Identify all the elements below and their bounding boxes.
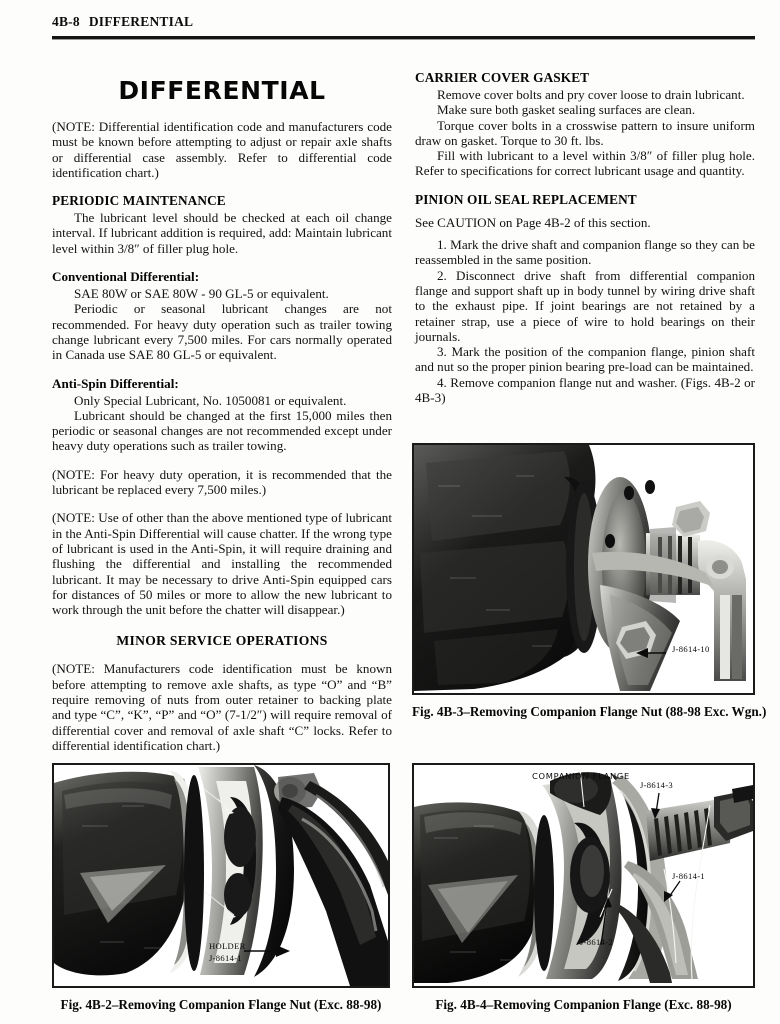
section-title: DIFFERENTIAL xyxy=(88,14,194,29)
pinion-caution-line: See CAUTION on Page 4B-2 of this section. xyxy=(415,214,651,230)
header-rule xyxy=(52,36,755,39)
running-head xyxy=(52,14,193,30)
note-intro: (NOTE: Differential identification code and manufacturers code must be known before attempting to adjust or repair axle shafts or differential case assembly. Refer to differential code identification chart.) xyxy=(52,119,392,180)
heading-minor-service-operations: MINOR SERVICE OPERATIONS xyxy=(116,633,328,649)
periodic-maintenance-body: The lubricant level should be checked at each oil change interval. If lubricant addition is required, add: Maintain lubricant level within 3/8″ of filler plug hole. xyxy=(52,210,392,256)
conventional-paragraph-2: Periodic or seasonal lubricant changes are not recommended. For heavy duty operation such as trailer towing change lubricant every 7,500 miles. For cars normally operated in Canada use SAE 80 GL-5 or equivalent. xyxy=(52,301,392,363)
note-other-lubricant: (NOTE: Use of other than the above mentioned type of lubricant in the Anti-Spin Differential will cause chatter. If the wrong type of lubricant is used in the Anti-Spin, it will require draining and flushing the differential and installing the recommended lubricant. It may be necessary to drive Anti-Spin equipped cars for distances of 50 miles or more to allow the new lubricant to work through the unit before the chatter will disappear.) xyxy=(52,510,392,618)
photo-companion-flange-nut-88-98 xyxy=(414,445,753,693)
figure-4b-4-label-j-8614-3: J-8614-3 xyxy=(640,780,673,790)
figure-4b-2-frame xyxy=(52,763,390,988)
right-column xyxy=(415,70,755,405)
carrier-paragraph-4: Fill with lubricant to a level within 3/8″ of filler plug hole. Refer to specifications for correct lubricant usage and quantity. xyxy=(415,148,755,179)
figure-4b-2 xyxy=(52,763,390,1013)
carrier-paragraph-2: Make sure both gasket sealing surfaces are clean. xyxy=(437,102,696,118)
figure-4b-3-frame xyxy=(412,443,755,695)
note-heavy-duty: (NOTE: For heavy duty operation, it is recommended that the lubricant be replaced every 7,500 miles.) xyxy=(52,466,392,498)
page-folio: 4B-8 xyxy=(52,14,80,29)
conventional-paragraph-1: SAE 80W or SAE 80W - 90 GL-5 or equivalent. xyxy=(74,286,329,302)
heading-conventional-differential: Conventional Differential: xyxy=(52,269,200,285)
carrier-paragraph-1: Remove cover bolts and pry cover loose to drain lubricant. xyxy=(437,87,745,102)
page-title: DIFFERENTIAL xyxy=(118,76,326,105)
figure-4b-4-frame xyxy=(412,763,755,988)
pinion-step-3: 3. Mark the position of the companion flange, pinion shaft and nut so the proper pinion bearing pre-load can be maintained. xyxy=(415,344,755,375)
figure-4b-2-label-holder: HOLDER xyxy=(209,941,246,951)
figure-4b-4 xyxy=(412,763,755,1013)
antispin-paragraph-1: Only Special Lubricant, No. 1050081 or equivalent. xyxy=(74,392,347,408)
pinion-step-2: 2. Disconnect drive shaft from differential companion flange and support shaft up in body tunnel by wiring drive shaft to the exhaust pipe. If joint bearings are not retained by a retainer strap, use a piece of wire to hold bearings on their journals. xyxy=(415,267,755,344)
heading-anti-spin-differential: Anti-Spin Differential: xyxy=(52,375,179,391)
figure-4b-3 xyxy=(412,443,766,720)
antispin-paragraph-2: Lubricant should be changed at the first 15,000 miles then periodic or seasonal changes are not recommended except under heavy duty operations such as trailer towing. xyxy=(52,407,392,454)
heading-pinion-oil-seal-replacement: PINION OIL SEAL REPLACEMENT xyxy=(415,191,637,207)
pinion-step-1: 1. Mark the drive shaft and companion flange so they can be reassembled in the same position. xyxy=(415,237,755,268)
figure-4b-2-caption: Fig. 4B-2–Removing Companion Flange Nut (Exc. 88-98) xyxy=(60,997,382,1012)
heading-periodic-maintenance: PERIODIC MAINTENANCE xyxy=(52,193,226,209)
figure-4b-4-label-companion-flange: COMPANION FLANGE xyxy=(532,771,630,781)
figure-4b-3-label-j-8614-10: J-8614-10 xyxy=(672,644,710,654)
figure-4b-3-caption: Fig. 4B-3–Removing Companion Flange Nut (88-98 Exc. Wgn.) xyxy=(412,704,767,719)
note-manufacturers-code: (NOTE: Manufacturers code identification must be known before attempting to remove axle shafts, as type “O” and “B” require removing of nuts from outer retainer to backing plate and type “C”, “K”, “P” and “O” (7-1/2″) will require removal of differential cover and removal of axle shaft “C” locks. Refer to differential identification chart.) xyxy=(52,661,392,753)
figure-4b-4-label-j-8614-2: J-8614-2 xyxy=(580,937,613,947)
figure-4b-4-caption: Fig. 4B-4–Removing Companion Flange (Exc. 88-98) xyxy=(435,997,732,1012)
figure-4b-4-label-j-8614-1: J-8614-1 xyxy=(672,871,705,881)
carrier-paragraph-3: Torque cover bolts in a crosswise pattern to insure uniform draw on gasket. Torque to 30 ft. lbs. xyxy=(415,117,755,148)
left-column xyxy=(52,70,392,753)
heading-carrier-cover-gasket: CARRIER COVER GASKET xyxy=(415,70,590,85)
pinion-step-4: 4. Remove companion flange nut and washer. (Figs. 4B-2 or 4B-3) xyxy=(415,374,755,406)
figure-4b-2-label-j-8614-1: J-8614-1 xyxy=(209,953,242,963)
